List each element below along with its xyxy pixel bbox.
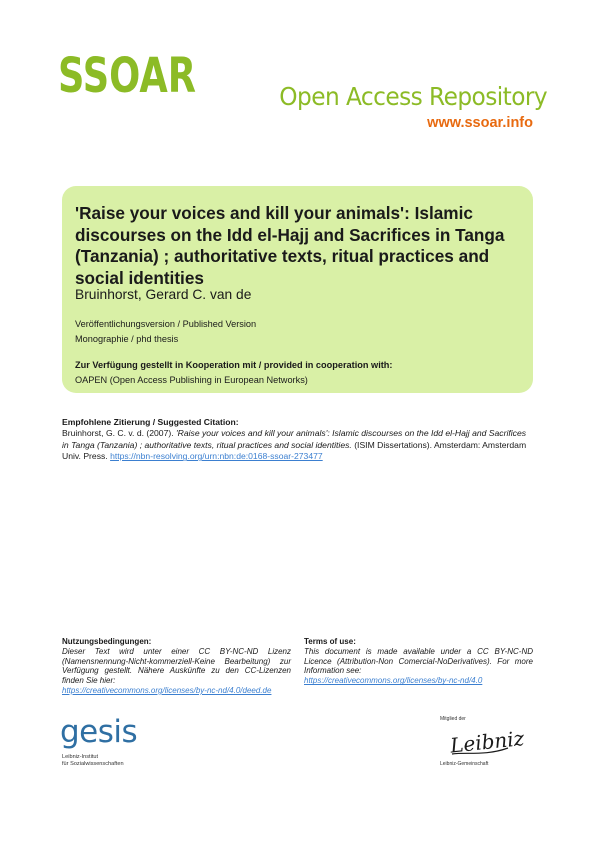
terms-of-use-english — [304, 637, 533, 686]
leibniz-signature-icon — [446, 722, 526, 762]
repository-title: Open Access Repository — [279, 82, 548, 111]
terms-en-body: This document is made available under a CC BY-NC-ND Licence (Attribution-Non Comercial-NoDerivatives). For more Information see: — [304, 646, 533, 676]
cooperation-label: Zur Verfügung gestellt in Kooperation mit / provided in cooperation with: — [75, 360, 393, 370]
citation-title: 'Raise your voices and kill your animals': Islamic discourses on the Idd el-Hajj and Sacrifices in Tanga (Tanzania) ; authoritative texts, ritual practices and social identities. — [62, 428, 527, 450]
leibniz-bottom-text: Leibniz-Gemeinschaft — [440, 761, 489, 767]
repository-url[interactable]: www.ssoar.info — [427, 115, 533, 131]
gesis-subtitle-2: für Sozialwissenschaften — [62, 761, 124, 767]
document-version: Veröffentlichungsversion / Published Version — [75, 319, 257, 329]
cooperation-value: OAPEN (Open Access Publishing in European Networks) — [75, 375, 308, 385]
terms-en-heading: Terms of use: — [304, 637, 356, 646]
gesis-logo — [60, 714, 140, 770]
ssoar-logo-text: SSOAR — [58, 48, 196, 104]
citation-prefix: Bruinhorst, G. C. v. d. (2007). — [62, 428, 176, 439]
citation-link[interactable]: https://nbn-resolving.org/urn:nbn:de:0168-ssoar-273477 — [110, 451, 323, 462]
citation-label: Empfohlene Zitierung / Suggested Citation: — [62, 417, 239, 427]
document-author: Bruinhorst, Gerard C. van de — [75, 287, 252, 302]
terms-of-use-german — [62, 637, 291, 696]
terms-en-link[interactable]: https://creativecommons.org/licenses/by-nc-nd/4.0 — [304, 676, 483, 686]
terms-de-body: Dieser Text wird unter einer CC BY-NC-ND Lizenz (Namensnennung-Nicht-kommerziell-Keine Bearbeitung) zur Verfügung gestellt. Nähere Auskünfte zu den CC-Lizenzen finden Sie hier: — [62, 646, 291, 686]
leibniz-logo — [440, 716, 526, 771]
terms-de-link[interactable]: https://creativecommons.org/licenses/by-nc-nd/4.0/deed.de — [62, 685, 272, 695]
ssoar-logo — [58, 48, 198, 104]
suggested-citation — [62, 417, 534, 463]
leibniz-signature-text: Leibniz — [448, 726, 526, 758]
citation-suffix: (ISIM Dissertations). Amsterdam: Amsterdam Univ. Press. — [62, 439, 527, 462]
leibniz-top-text: Mitglied der — [440, 716, 466, 722]
document-title: 'Raise your voices and kill your animals': Islamic discourses on the Idd el-Hajj and Sacrifices in Tanga (Tanzania) ; authoritative texts, ritual practices and social identities — [75, 203, 505, 288]
document-type: Monographie / phd thesis — [75, 334, 179, 344]
gesis-subtitle-1: Leibniz-Institut — [62, 754, 99, 760]
terms-de-heading: Nutzungsbedingungen: — [62, 637, 152, 646]
gesis-logo-text: gesis — [60, 714, 138, 750]
